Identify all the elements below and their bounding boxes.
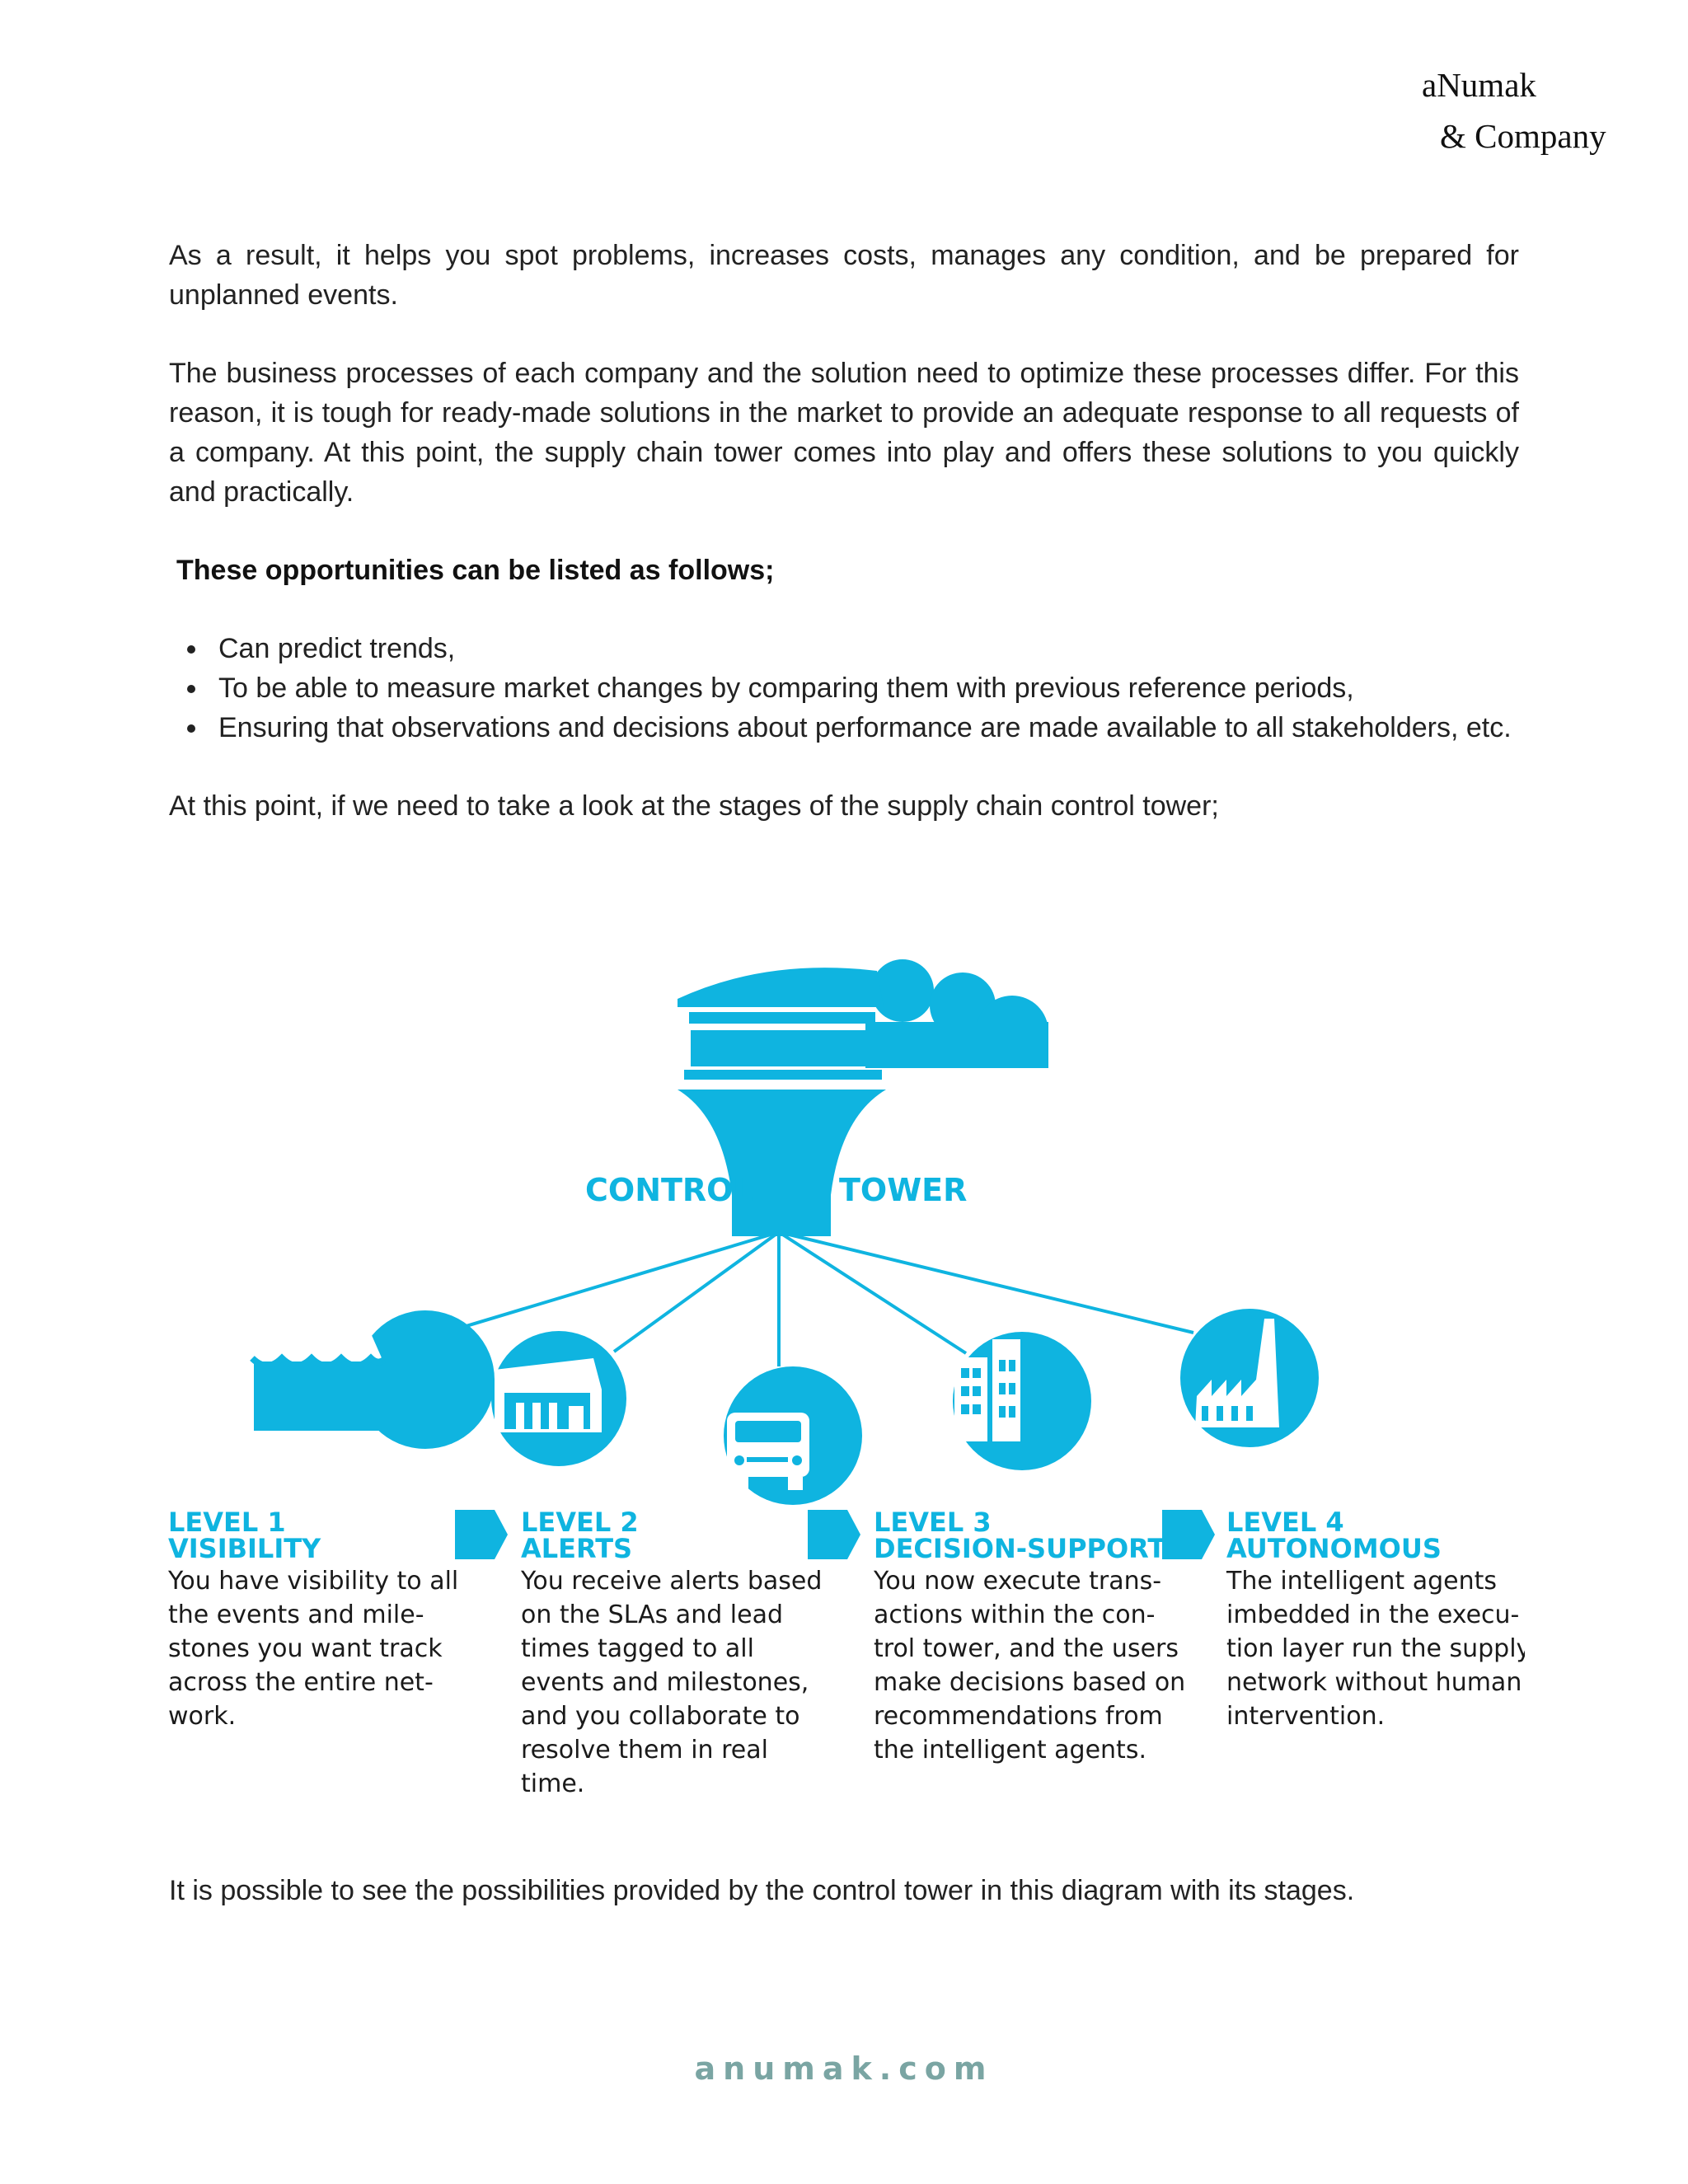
level-description-line: You now execute trans- [874, 1567, 1162, 1596]
chevron-right-icon [808, 1510, 860, 1559]
diagram-caption: It is possible to see the possibilities provided by the control tower in this diagram with its stages. [169, 1875, 1355, 1906]
level-description-line: actions within the con- [874, 1601, 1156, 1629]
level-name: ALERTS [521, 1533, 633, 1564]
level-label: LEVEL 3 [874, 1507, 992, 1538]
list-item: To be able to measure market changes by comparing them with previous reference periods, [218, 668, 1519, 708]
store-icon [251, 1310, 495, 1449]
level-description-line: work. [168, 1702, 237, 1731]
level-name: VISIBILITY [168, 1533, 321, 1564]
level-description-line: intervention. [1226, 1702, 1386, 1731]
level-description-line: You receive alerts based [521, 1567, 823, 1596]
brand-name [1422, 59, 1669, 162]
level-description-line: The intelligent agents [1226, 1567, 1498, 1596]
truck-icon [724, 1366, 862, 1505]
level-description-line: make decisions based on [874, 1668, 1186, 1697]
level-description-line: resolve them in real [521, 1736, 768, 1765]
level-description-line: the intelligent agents. [874, 1736, 1146, 1765]
list-item: Can predict trends, [218, 629, 1519, 668]
control-tower-diagram [165, 948, 1525, 1809]
level-label: LEVEL 4 [1226, 1507, 1344, 1538]
level-description-line: times tagged to all [521, 1634, 754, 1663]
office-building-icon [953, 1332, 1091, 1470]
paragraph-3: At this point, if we need to take a look at the stages of the supply chain control tower; [169, 790, 1219, 822]
paragraph-1: As a result, it helps you spot problems, increases costs, manages any condition, and be prepared for unplanned events. [169, 240, 1519, 311]
cloud-icon [865, 959, 1048, 1068]
paragraph-2: The business processes of each company and the solution need to optimize these processes differ. For this reason, it is tough for ready-made solutions in the market to provide an adequate response to all requests of a company. At this point, the supply chain tower comes into play and offers these solutions to you quickly and practically. [169, 358, 1519, 508]
level-description-line: and you collaborate to [521, 1702, 800, 1731]
opportunities-list [169, 629, 1519, 748]
brand-line-1: aNumak [1422, 66, 1536, 104]
level-description-line: stones you want track [168, 1634, 443, 1663]
tower-label-tower: TOWER [839, 1172, 968, 1208]
level-name: DECISION-SUPPORT [874, 1533, 1166, 1564]
footer-site: anumak.com [694, 2050, 994, 2087]
brand-line-2: & Company [1440, 117, 1606, 155]
level-description-line: recommendations from [874, 1702, 1163, 1731]
level-description-line: time. [521, 1769, 585, 1798]
level-description-line: tion layer run the supply [1226, 1634, 1525, 1663]
level-description-line: trol tower, and the users [874, 1634, 1179, 1663]
chevron-right-icon [455, 1510, 508, 1559]
chevron-right-icon [1162, 1510, 1215, 1559]
connector-lines [392, 1232, 1193, 1366]
list-item: Ensuring that observations and decisions about performance are made available to all stakeholders, etc. [218, 708, 1519, 748]
level-label: LEVEL 1 [168, 1507, 286, 1538]
diagram-graphic [165, 948, 1525, 1805]
level-description-line: You have visibility to all [168, 1567, 459, 1596]
level-description-line: the events and mile- [168, 1601, 424, 1629]
tower-label-control: CONTROL [585, 1172, 753, 1208]
level-description-line: imbedded in the execu- [1226, 1601, 1520, 1629]
level-name: AUTONOMOUS [1226, 1533, 1442, 1564]
document-body [169, 236, 1519, 826]
opportunities-heading: These opportunities can be listed as follows; [176, 555, 775, 586]
factory-icon [1180, 1309, 1319, 1447]
level-description-line: across the entire net- [168, 1668, 434, 1697]
level-label: LEVEL 2 [521, 1507, 639, 1538]
level-description-line: network without human [1226, 1668, 1522, 1697]
level-description-line: events and milestones, [521, 1668, 809, 1697]
warehouse-icon [491, 1331, 626, 1466]
level-description-line: on the SLAs and lead [521, 1601, 784, 1629]
